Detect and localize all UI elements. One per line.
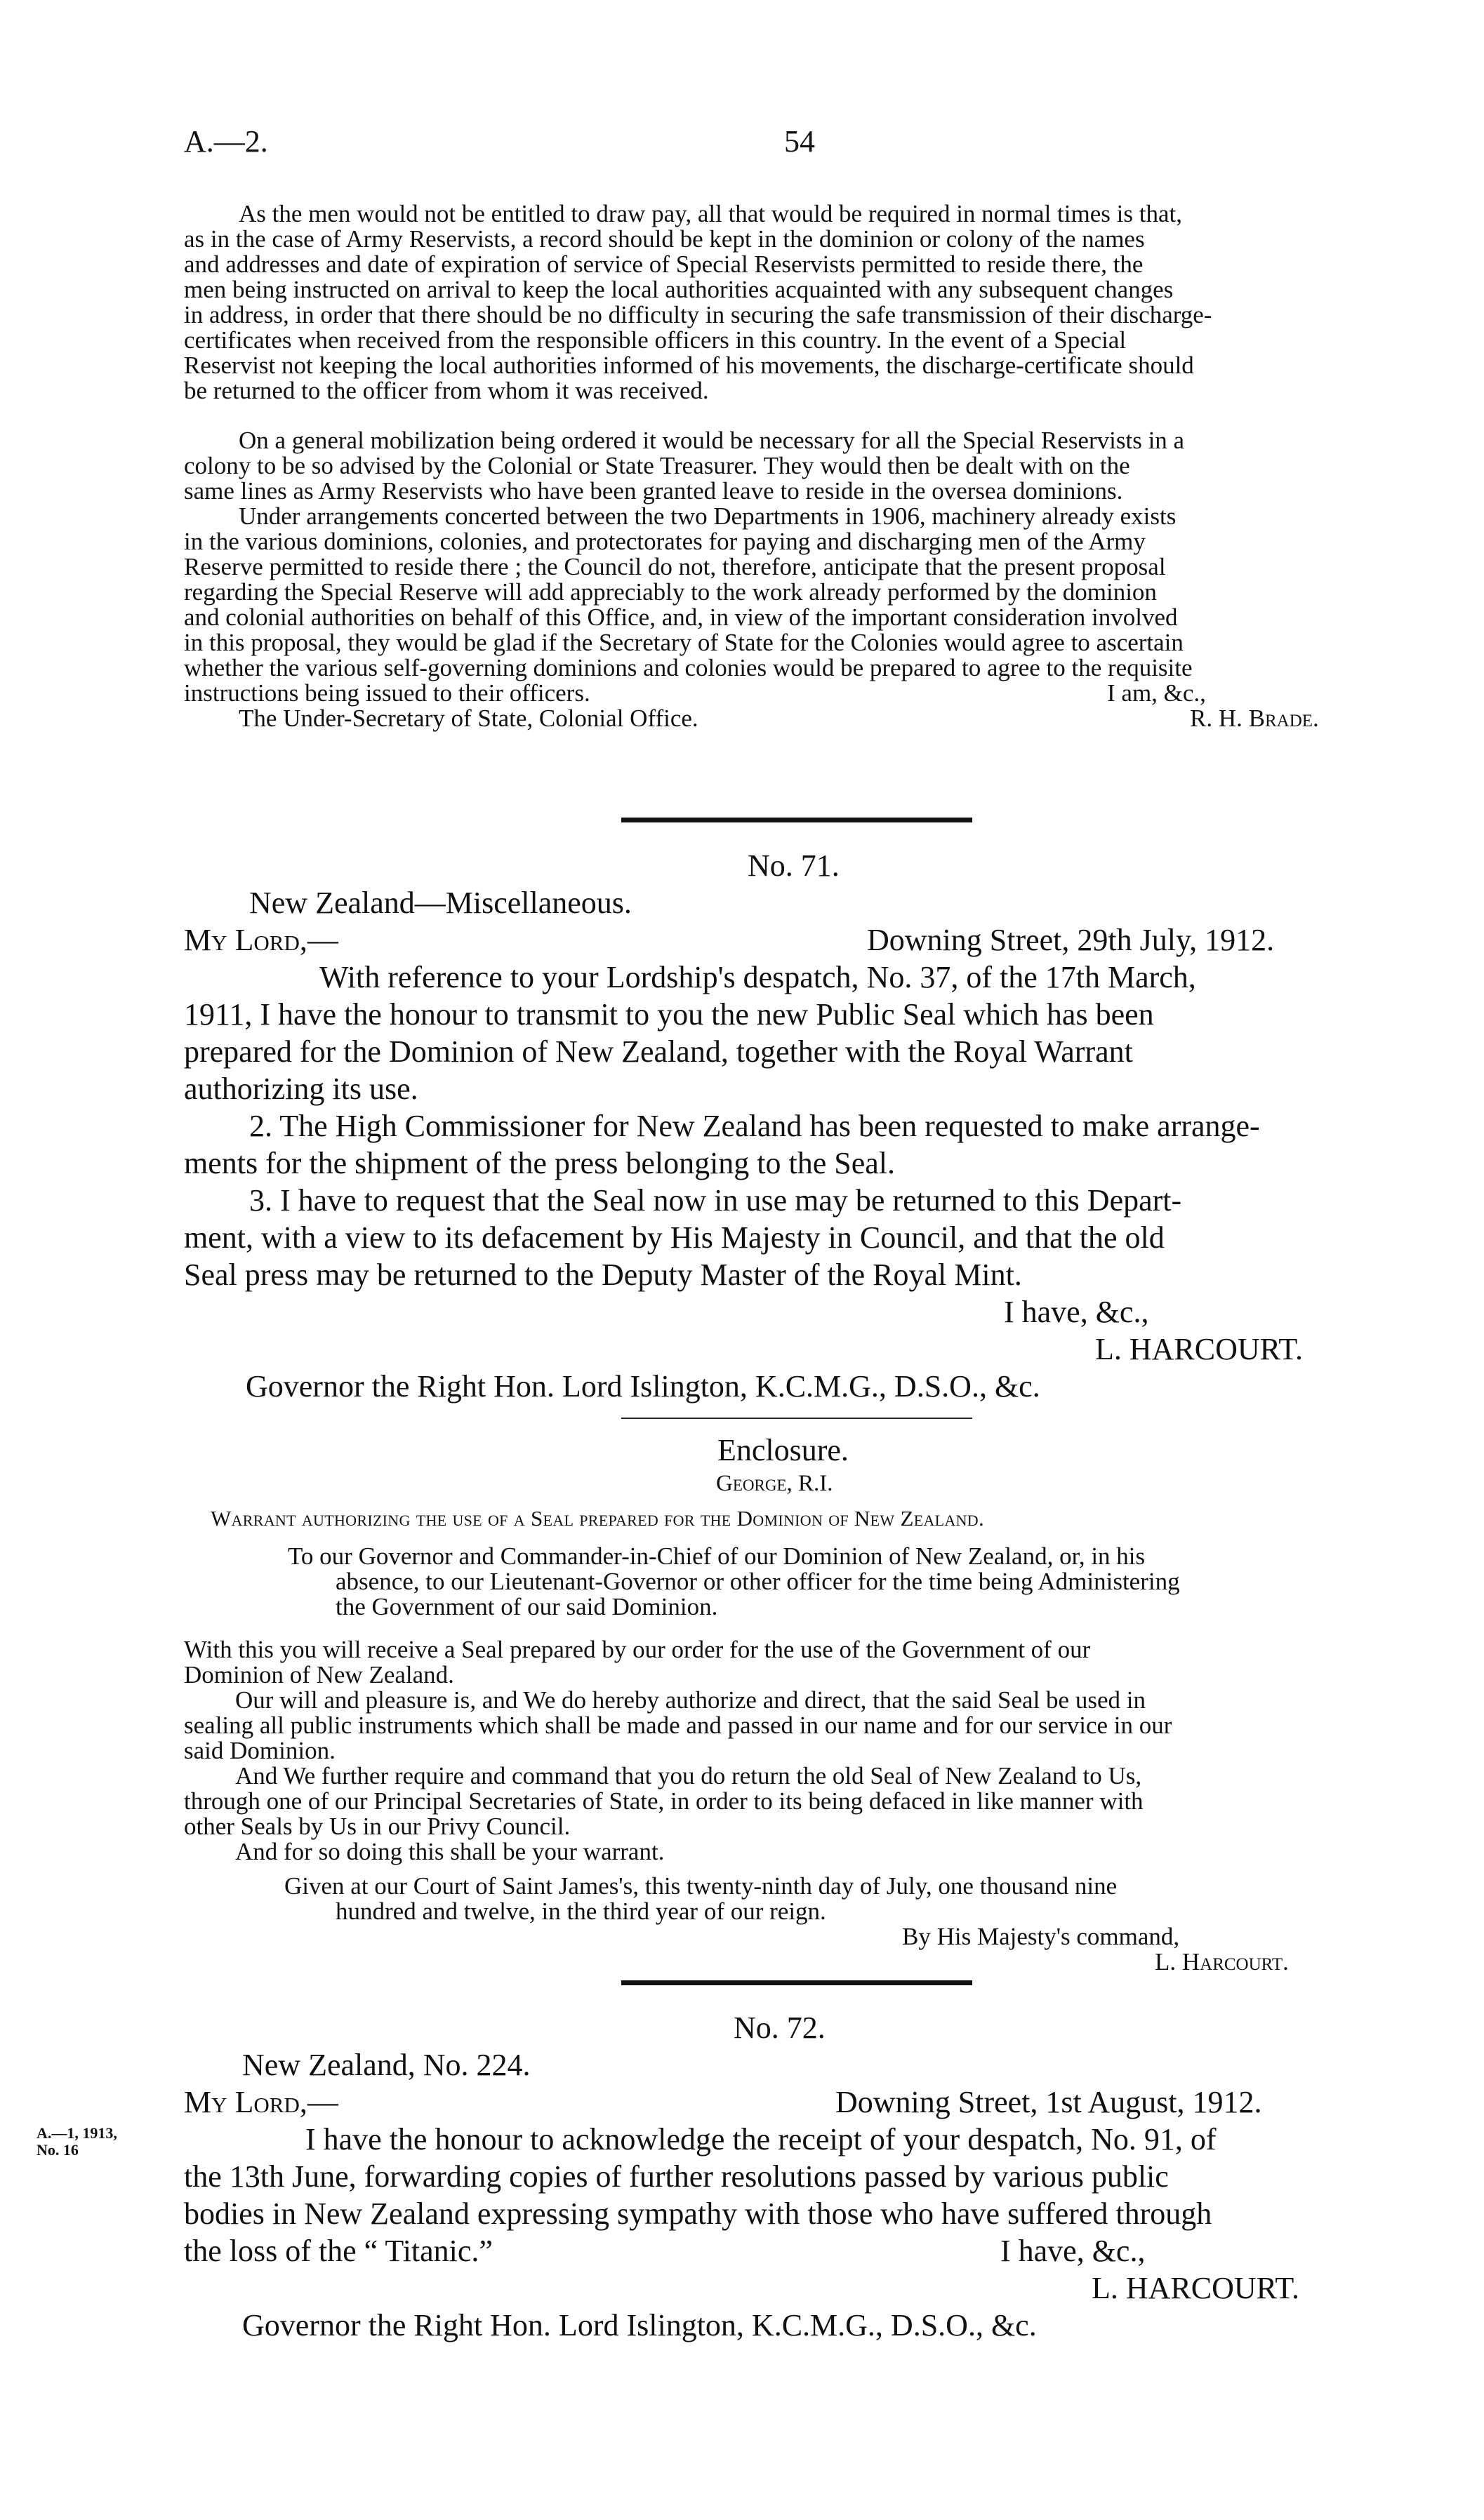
paragraph-line: I have the honour to acknowledge the receipt of your despatch, No. 91, of [305,2122,1217,2156]
warrant-body-line: other Seals by Us in our Privy Council. [184,1813,571,1840]
paragraph-line: ment, with a view to its defacement by His Majesty in Council, and that the old [184,1220,1165,1255]
warrant-address-line: To our Governor and Commander-in-Chief of our Dominion of New Zealand, or, in his [288,1542,1146,1570]
paragraph-line: Under arrangements concerted between the two Departments in 1906, machinery already exists [239,502,1177,530]
warrant-signature: L. Harcourt. [1155,1948,1289,1975]
warrant-title: Warrant authorizing the use of a Seal prepared for the Dominion of New Zealand. [211,1506,985,1531]
document-reference: A.—2. [184,124,268,159]
paragraph-line: and colonial authorities on behalf of this Office, and, in view of the important consideration involved [184,604,1178,631]
letter-number: No. 72. [734,2011,826,2045]
paragraph-line: authorizing its use. [184,1072,418,1106]
paragraph-line: bodies in New Zealand expressing sympathy with those who have suffered through [184,2196,1212,2231]
letter-addressee: Governor the Right Hon. Lord Islington, K.C.M.G., D.S.O., &c. [246,1369,1040,1404]
warrant-body-line: And for so doing this shall be your warrant. [235,1838,665,1865]
letter-addressee: The Under-Secretary of State, Colonial Office. [239,705,698,732]
letter-number: No. 71. [748,848,840,883]
paragraph-line: ments for the shipment of the press belonging to the Seal. [184,1146,896,1180]
letter-closing: I have, &c., [1004,1295,1149,1329]
letter-signature: L. HARCOURT. [1095,1332,1303,1366]
warrant-body-line: through one of our Principal Secretaries of State, in order to its being defaced in like manner with [184,1787,1144,1815]
paragraph-line: colony to be so advised by the Colonial or State Treasurer. They would then be dealt with on the [184,452,1130,479]
warrant-address-line: the Government of our said Dominion. [336,1593,718,1620]
warrant-body-line: said Dominion. [184,1737,336,1764]
letter-closing: I am, &c., [1107,679,1206,707]
paragraph-line: the 13th June, forwarding copies of further resolutions passed by various public [184,2159,1169,2194]
letter-salutation: My Lord,— [184,923,338,957]
warrant-command: By His Majesty's command, [902,1923,1180,1950]
warrant-body-line: With this you will receive a Seal prepared by our order for the use of the Government of our [184,1636,1091,1663]
warrant-body-line: Our will and pleasure is, and We do hereby authorize and direct, that the said Seal be used in [235,1686,1146,1714]
paragraph-line: men being instructed on arrival to keep the local authorities acquainted with any subsequent changes [184,276,1174,303]
paragraph-line: as in the case of Army Reservists, a record should be kept in the dominion or colony of the names [184,225,1145,253]
section-divider [621,1980,972,1985]
letter-signature: L. HARCOURT. [1092,2271,1299,2305]
letter-signature: R. H. Brade. [1190,705,1319,732]
paragraph-line: whether the various self-governing dominions and colonies would be prepared to agree to the requisite [184,654,1193,681]
page-number: 54 [784,124,815,159]
paragraph-line: 2. The High Commissioner for New Zealand has been requested to make arrange- [249,1109,1260,1143]
warrant-given-line: hundred and twelve, in the third year of our reign. [336,1898,826,1925]
paragraph-line: the loss of the “ Titanic.” [184,2234,493,2268]
enclosure-heading: Enclosure. [717,1433,849,1467]
letter-closing: I have, &c., [1000,2234,1146,2268]
paragraph-line: in address, in order that there should be no difficulty in securing the safe transmission of their discharge- [184,301,1212,328]
paragraph-line: certificates when received from the responsible officers in this country. In the event of a Special [184,326,1127,354]
paragraph-line: 1911, I have the honour to transmit to you the new Public Seal which has been [184,997,1154,1032]
warrant-body-line: Dominion of New Zealand. [184,1661,454,1688]
paragraph-line: Reserve permitted to reside there ; the Council do not, therefore, anticipate that the present proposal [184,553,1166,580]
letter-subject: New Zealand, No. 224. [242,2048,531,2082]
warrant-body-line: And We further require and command that you do return the old Seal of New Zealand to Us, [235,1762,1142,1789]
paragraph-line: regarding the Special Reserve will add appreciably to the work already performed by the dominion [184,578,1157,606]
warrant-address-line: absence, to our Lieutenant-Governor or other officer for the time being Administering [336,1568,1180,1595]
section-divider [621,818,972,822]
paragraph-line: in the various dominions, colonies, and protectorates for paying and discharging men of the Army [184,528,1146,555]
paragraph-line: instructions being issued to their officers. [184,679,590,707]
margin-reference: No. 16 [37,2141,79,2159]
letter-place-date: Downing Street, 29th July, 1912. [867,923,1275,957]
royal-cipher: George, R.I. [716,1471,833,1496]
paragraph-line: same lines as Army Reservists who have been granted leave to reside in the oversea dominions. [184,477,1123,505]
paragraph-line: and addresses and date of expiration of service of Special Reservists permitted to reside there, the [184,251,1144,278]
paragraph-line: 3. I have to request that the Seal now in use may be returned to this Depart- [249,1183,1182,1218]
paragraph-line: With reference to your Lordship's despatch, No. 37, of the 17th March, [319,960,1196,994]
letter-subject: New Zealand—Miscellaneous. [249,886,632,920]
enclosure-divider [621,1418,972,1419]
paragraph-line: On a general mobilization being ordered it would be necessary for all the Special Reservists in a [239,427,1185,454]
letter-addressee: Governor the Right Hon. Lord Islington, K.C.M.G., D.S.O., &c. [242,2308,1037,2342]
paragraph-line: in this proposal, they would be glad if the Secretary of State for the Colonies would agree to ascertain [184,629,1184,656]
warrant-given-line: Given at our Court of Saint James's, this twenty-ninth day of July, one thousand nine [284,1872,1118,1900]
paragraph-line: As the men would not be entitled to draw pay, all that would be required in normal times is that, [239,200,1182,227]
paragraph-line: Seal press may be returned to the Deputy Master of the Royal Mint. [184,1258,1022,1292]
paragraph-line: be returned to the officer from whom it was received. [184,377,709,404]
warrant-body-line: sealing all public instruments which shall be made and passed in our name and for our service in our [184,1712,1172,1739]
margin-reference: A.—1, 1913, [37,2124,117,2142]
paragraph-line: prepared for the Dominion of New Zealand, together with the Royal Warrant [184,1034,1133,1069]
letter-salutation: My Lord,— [184,2085,338,2119]
paragraph-line: Reservist not keeping the local authorities informed of his movements, the discharge-certificate should [184,352,1194,379]
letter-place-date: Downing Street, 1st August, 1912. [835,2085,1262,2119]
